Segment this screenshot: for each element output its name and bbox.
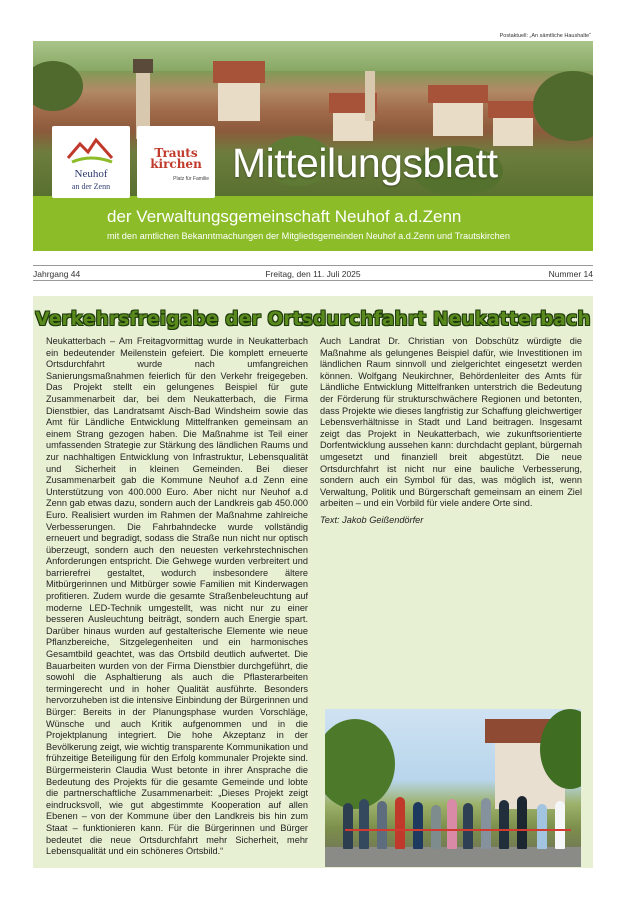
page-title: Mitteilungsblatt <box>232 140 498 186</box>
issue-number: Nummer 14 <box>548 269 593 279</box>
article-column-right <box>320 336 582 706</box>
article-paragraph-2: Auch Landrat Dr. Christian von Dobschütz würdigte die Maßnahme als gelungenes Beispiel dafür, wie Investitionen im ländlichen Raum sinnvoll und zielgerichtet eingesetzt werden können. Wolfgang Neukirchner, Behördenleiter des Amts für Ländliche Entwicklung Mittelfranken unterstrich die Bedeutung der Förderung für strukturschwächere Regionen und betonten, dass Projekte wie dieses langfristig zur Schaffung gleichwertiger Lebensverhältnisse in Stadt und Land beitragen. Insgesamt zeigt das Projekt in Neukatterbach, wie zukunftsorientierte Dorfentwicklung aussehen kann: durchdacht geplant, bürgernah umgesetzt und finanziell breit abgestützt. Die neue Ortsdurchfahrt ist nicht nur eine bauliche Verbesserung, sondern auch ein Symbol für das, was möglich ist, wenn Verwaltung, Politik und Bürgerschaft gemeinsam an einem Ziel arbeiten – und ein Vorbild für viele andere Orte sind. <box>320 336 582 509</box>
trautskirchen-logo <box>137 126 215 198</box>
trautskirchen-logo-sub: Platz für Familie <box>173 176 209 182</box>
postal-note: Postaktuell: „An sämtliche Haushalte“ <box>499 33 591 39</box>
issue-date: Freitag, den 11. Juli 2025 <box>265 269 361 279</box>
article-column-left <box>46 336 308 860</box>
neuhof-logo <box>52 126 130 198</box>
article-author: Text: Jakob Geißendörfer <box>320 514 424 525</box>
neuhof-logo-name: Neuhof <box>74 168 108 180</box>
ribbon-cutting-photo <box>325 709 581 867</box>
article-panel <box>33 296 593 868</box>
ribbon <box>345 829 571 831</box>
neuhof-mark-icon <box>66 136 116 166</box>
page-subtitle: der Verwaltungsgemeinschaft Neuhof a.d.Zenn <box>107 207 462 226</box>
issue-volume: Jahrgang 44 <box>33 269 81 279</box>
issue-info-bar <box>33 265 593 281</box>
neuhof-logo-sub: an der Zenn <box>71 182 111 191</box>
article-headline: Verkehrsfreigabe der Ortsdurchfahrt Neukatterbach <box>35 309 591 330</box>
page-subtitle-note: mit den amtlichen Bekanntmachungen der Mitgliedsgemeinden Neuhof a.d.Zenn und Trautskirchen <box>107 231 510 241</box>
article-paragraph-1: Neukatterbach – Am Freitagvormittag wurde in Neukatterbach ein bedeutender Meilenstein gefeiert. Die komplett erneuerte Ortsdurchfahrt wurde nach umfangreichen Sanierungsmaßnahmen feierlich für den Verkehr freigegeben. Das Projekt stellt ein gelungenes Beispiel für gute Zusammenarbeit dar, bei dem Neukatterbach, die Firma Dienstbier, das Landratsamt Aisch-Bad Windsheim sowie das Amt für Ländliche Entwicklung Mittelfranken gemeinsam an einem Strang gezogen haben. Die Maßnahme ist Teil einer umfassenden Strategie zur Stärkung des ländlichen Raums und zur nachhaltigen Entwicklung von Infrastruktur, Lebensqualität und Sicherheit in kleinen Gemeinden. Bei dieser Zusammenarbeit gab die Kommune Neuhof a.d Zenn eine Unterstützung von 400.000 Euro. Aber nicht nur Neuhof a.d Zenn gab etwas dazu, sondern auch der Landkreis gab 450.000 Euro. Realisiert wurden im Rahmen der Maßnahme zahlreiche Verbesserungen. Die Fahrbahndecke wurde vollständig erneuert und begradigt, sodass die Straße nun nicht nur optisch überzeugt, sondern auch den neuesten verkehrstechnischen Anforderungen entspricht. Die Gehwege wurden verbreitert und barrierefrei gestaltet, wodurch insbesondere ältere Mitbürgerinnen und Mitbürger sowie Familien mit Kinderwagen profitieren. Zudem wurde die gesamte Straßenbeleuchtung auf moderne LED-Technik umgestellt, was nicht nur zu einer besseren Ausleuchtung beiträgt, sondern auch Energie spart. Darüber hinaus wurden auf gestalterische Elemente wie neue Pflanzbereiche, Sitzgelegenheiten und ein harmonisches Gesamtbild geachtet, was das Ortsbild deutlich aufwertet. Die Bauarbeiten wurden von der Firma Dienstbier durchgeführt, die sowohl die Asphaltierung als auch die Pflasterarbeiten termingerecht und in hoher Qualität ausführte. Besonders hervorzuheben ist die intensive Einbindung der Bürgerinnen und Bürger: Bereits in der Planungsphase wurden Vorschläge, Wünsche und auch Kritik aufgenommen und in die Projektplanung integriert. Die hohe Akzeptanz in der Bevölkerung zeigt, wie wichtig transparente Kommunikation und frühzeitige Beteiligung für den Erfolg kommunaler Projekte sind. Bürgermeisterin Claudia Wust betonte in ihrer Ansprache die Bedeutung des Projekts für die gesamte Gemeinde und lobte die partnerschaftliche Zusammenarbeit: „Dieses Projekt zeigt eindrucksvoll, wie gut abgestimmte Kooperation auf allen Ebenen – von der Kommune über den Landkreis bis hin zum Staat – funktionieren kann. Für die Bürgerinnen und Bürger bedeutet die neue Ortsdurchfahrt mehr Sicherheit, mehr Lebensqualität und ein schöneres Ortsbild.“ <box>46 336 308 857</box>
trautskirchen-logo-word: Trauts kirchen <box>150 146 202 171</box>
